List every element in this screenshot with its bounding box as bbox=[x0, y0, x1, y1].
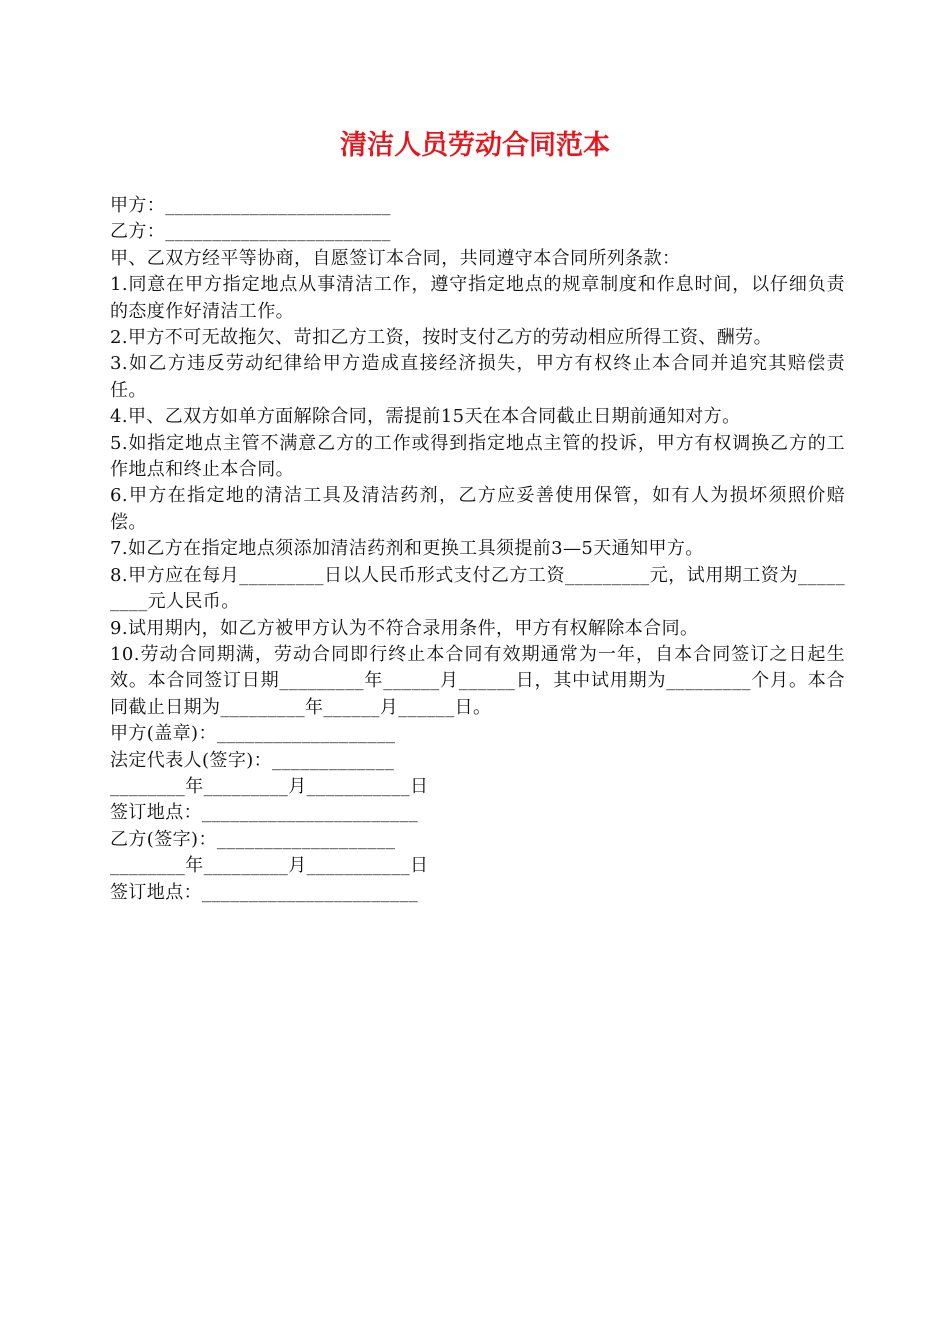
document-title: 清洁人员劳动合同范本 bbox=[340, 130, 610, 161]
party-a-line: 甲方：________________________ bbox=[110, 195, 391, 216]
party-b-signature-line: 乙方(签字)：___________________ bbox=[110, 828, 396, 850]
party-a-signing-place-line: 签订地点：_______________________ bbox=[110, 802, 419, 824]
party-a-date-line: ________年_________月___________日 bbox=[110, 775, 429, 797]
contract-body bbox=[110, 193, 845, 906]
clause-10: 10.劳动合同期满，劳动合同即行终止本合同有效期通常为一年，自本合同签订之日起生效。本合同签订日期_________年______月______日，其中试用期为_________个月。本合同截止日期为_________年______月______日。 bbox=[110, 643, 845, 718]
clause-7: 7.如乙方在指定地点须添加清洁药剂和更换工具须提前3—5天通知甲方。 bbox=[110, 538, 704, 560]
party-b-line: 乙方：________________________ bbox=[110, 221, 391, 243]
legal-representative-line: 法定代表人(签字)：_____________ bbox=[110, 749, 395, 771]
contract-preamble: 甲、乙双方经平等协商，自愿签订本合同，共同遵守本合同所列条款： bbox=[110, 247, 681, 269]
party-a-seal-line: 甲方(盖章)：___________________ bbox=[110, 723, 396, 745]
party-b-date-line: ________年_________月___________日 bbox=[110, 855, 429, 877]
clause-6: 6.甲方在指定地的清洁工具及清洁药剂，乙方应妥善使用保管，如有人为损坏须照价赔偿。 bbox=[110, 485, 845, 533]
clause-2: 2.甲方不可无故拖欠、苛扣乙方工资，按时支付乙方的劳动相应所得工资、酬劳。 bbox=[110, 327, 772, 349]
clause-3: 3.如乙方违反劳动纪律给甲方造成直接经济损失，甲方有权终止本合同并追究其赔偿责任。 bbox=[110, 353, 845, 401]
party-b-signing-place-line: 签订地点：_______________________ bbox=[110, 881, 419, 903]
clause-9: 9.试用期内，如乙方被甲方认为不符合录用条件，甲方有权解除本合同。 bbox=[110, 617, 699, 639]
clause-8: 8.甲方应在每月_________日以人民币形式支付乙方工资_________元，试用期工资为_________元人民币。 bbox=[110, 564, 845, 613]
clause-1: 1.同意在甲方指定地点从事清洁工作，遵守指定地点的规章制度和作息时间，以仔细负责的态度作好清洁工作。 bbox=[110, 274, 845, 322]
clause-5: 5.如指定地点主管不满意乙方的工作或得到指定地点主管的投诉，甲方有权调换乙方的工作地点和终止本合同。 bbox=[110, 432, 845, 481]
clause-4: 4.甲、乙双方如单方面解除合同，需提前15天在本合同截止日期前通知对方。 bbox=[110, 406, 741, 428]
